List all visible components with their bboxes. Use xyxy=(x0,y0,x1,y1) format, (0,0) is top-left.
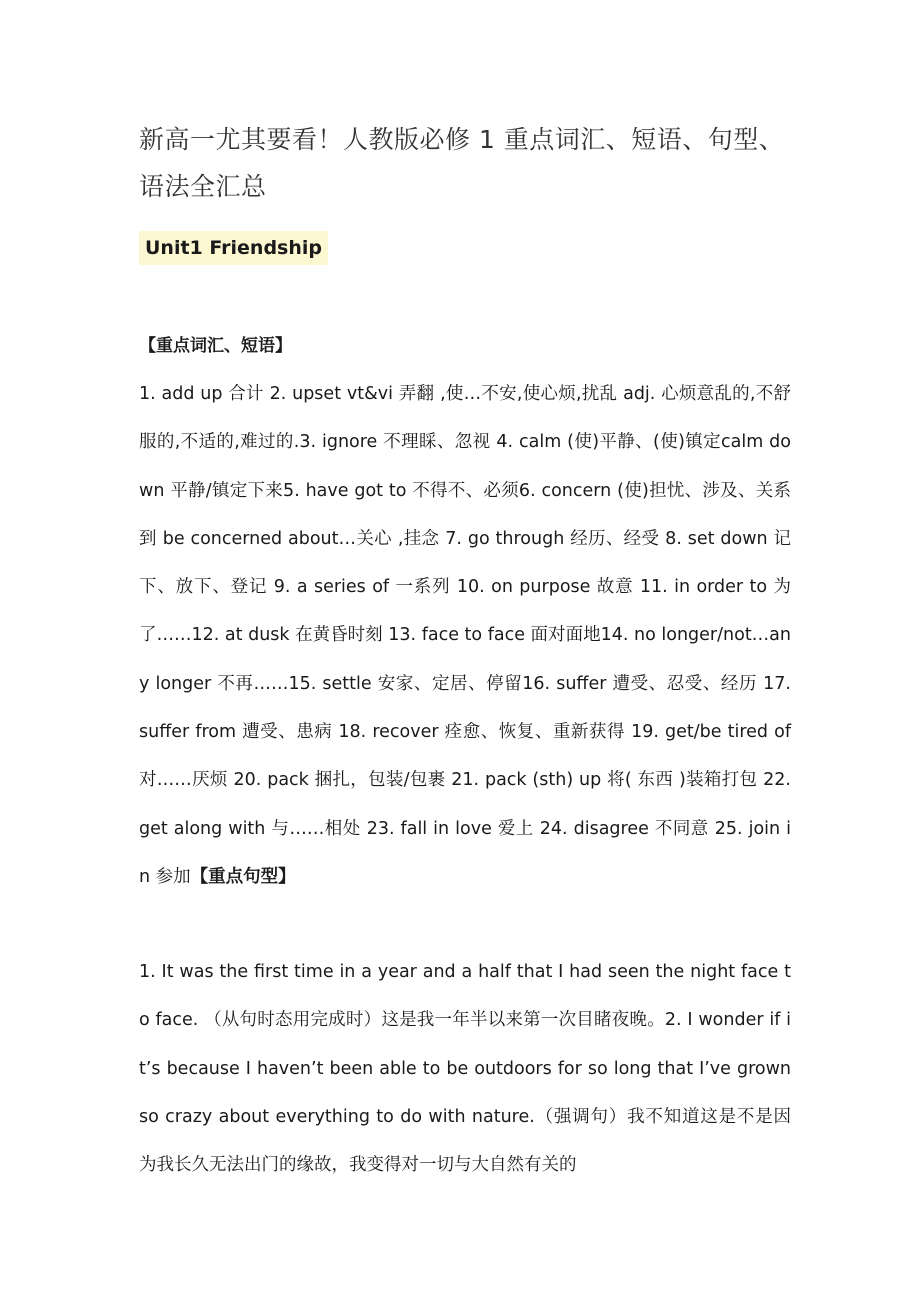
vocab-text: 1. add up 合计 2. upset vt&vi 弄翻 ,使…不安,使心烦,扰乱 adj. 心烦意乱的,不舒服的,不适的,难过的.3. ignore 不理睬、忽视 4. calm (使)平静、(使)镇定calm down 平静/镇定下来5. have got to 不得不、必须6. concern (使)担忧、涉及、关系到 be concerned about…关心 ,挂念 7. go through 经历、经受 8. set down 记下、放下、登记 9. a series of 一系列 10. on purpose 故意 11. in order to 为了……12. at dusk 在黄昏时刻 13. face to face 面对面地14. no longer/not…any longer 不再……15. settle 安家、定居、停留16. suffer 遭受、忍受、经历 17. suffer from 遭受、患病 18. recover 痊愈、恢复、重新获得 19. get/be tired of 对……厌烦 20. pack 捆扎，包装/包裹 21. pack (sth) up 将( 东西 )装箱打包 22. get along with 与……相处 23. fall in love 爱上 24. disagree 不同意 25. join in 参加 xyxy=(139,384,791,887)
vocab-paragraph xyxy=(139,370,791,901)
unit-heading: Unit1 Friendship xyxy=(139,231,328,265)
sentence-paragraph: 1. It was the first time in a year and a half that I had seen the night face to face. （从句时态用完成时）这是我一年半以来第一次目睹夜晚。2. I wonder if it’s because I haven’t been able to be outdoors for so long that I’ve grown so crazy about everything to do with nature.（强调句）我不知道这是不是因为我长久无法出门的缘故，我变得对一切与大自然有关的 xyxy=(139,962,791,1176)
vocab-section-heading: 【重点词汇、短语】 xyxy=(139,336,292,356)
sentence-section-heading: 【重点句型】 xyxy=(190,866,296,887)
document-title: 新高一尤其要看！人教版必修 1 重点词汇、短语、句型、语法全汇总 xyxy=(139,125,785,201)
